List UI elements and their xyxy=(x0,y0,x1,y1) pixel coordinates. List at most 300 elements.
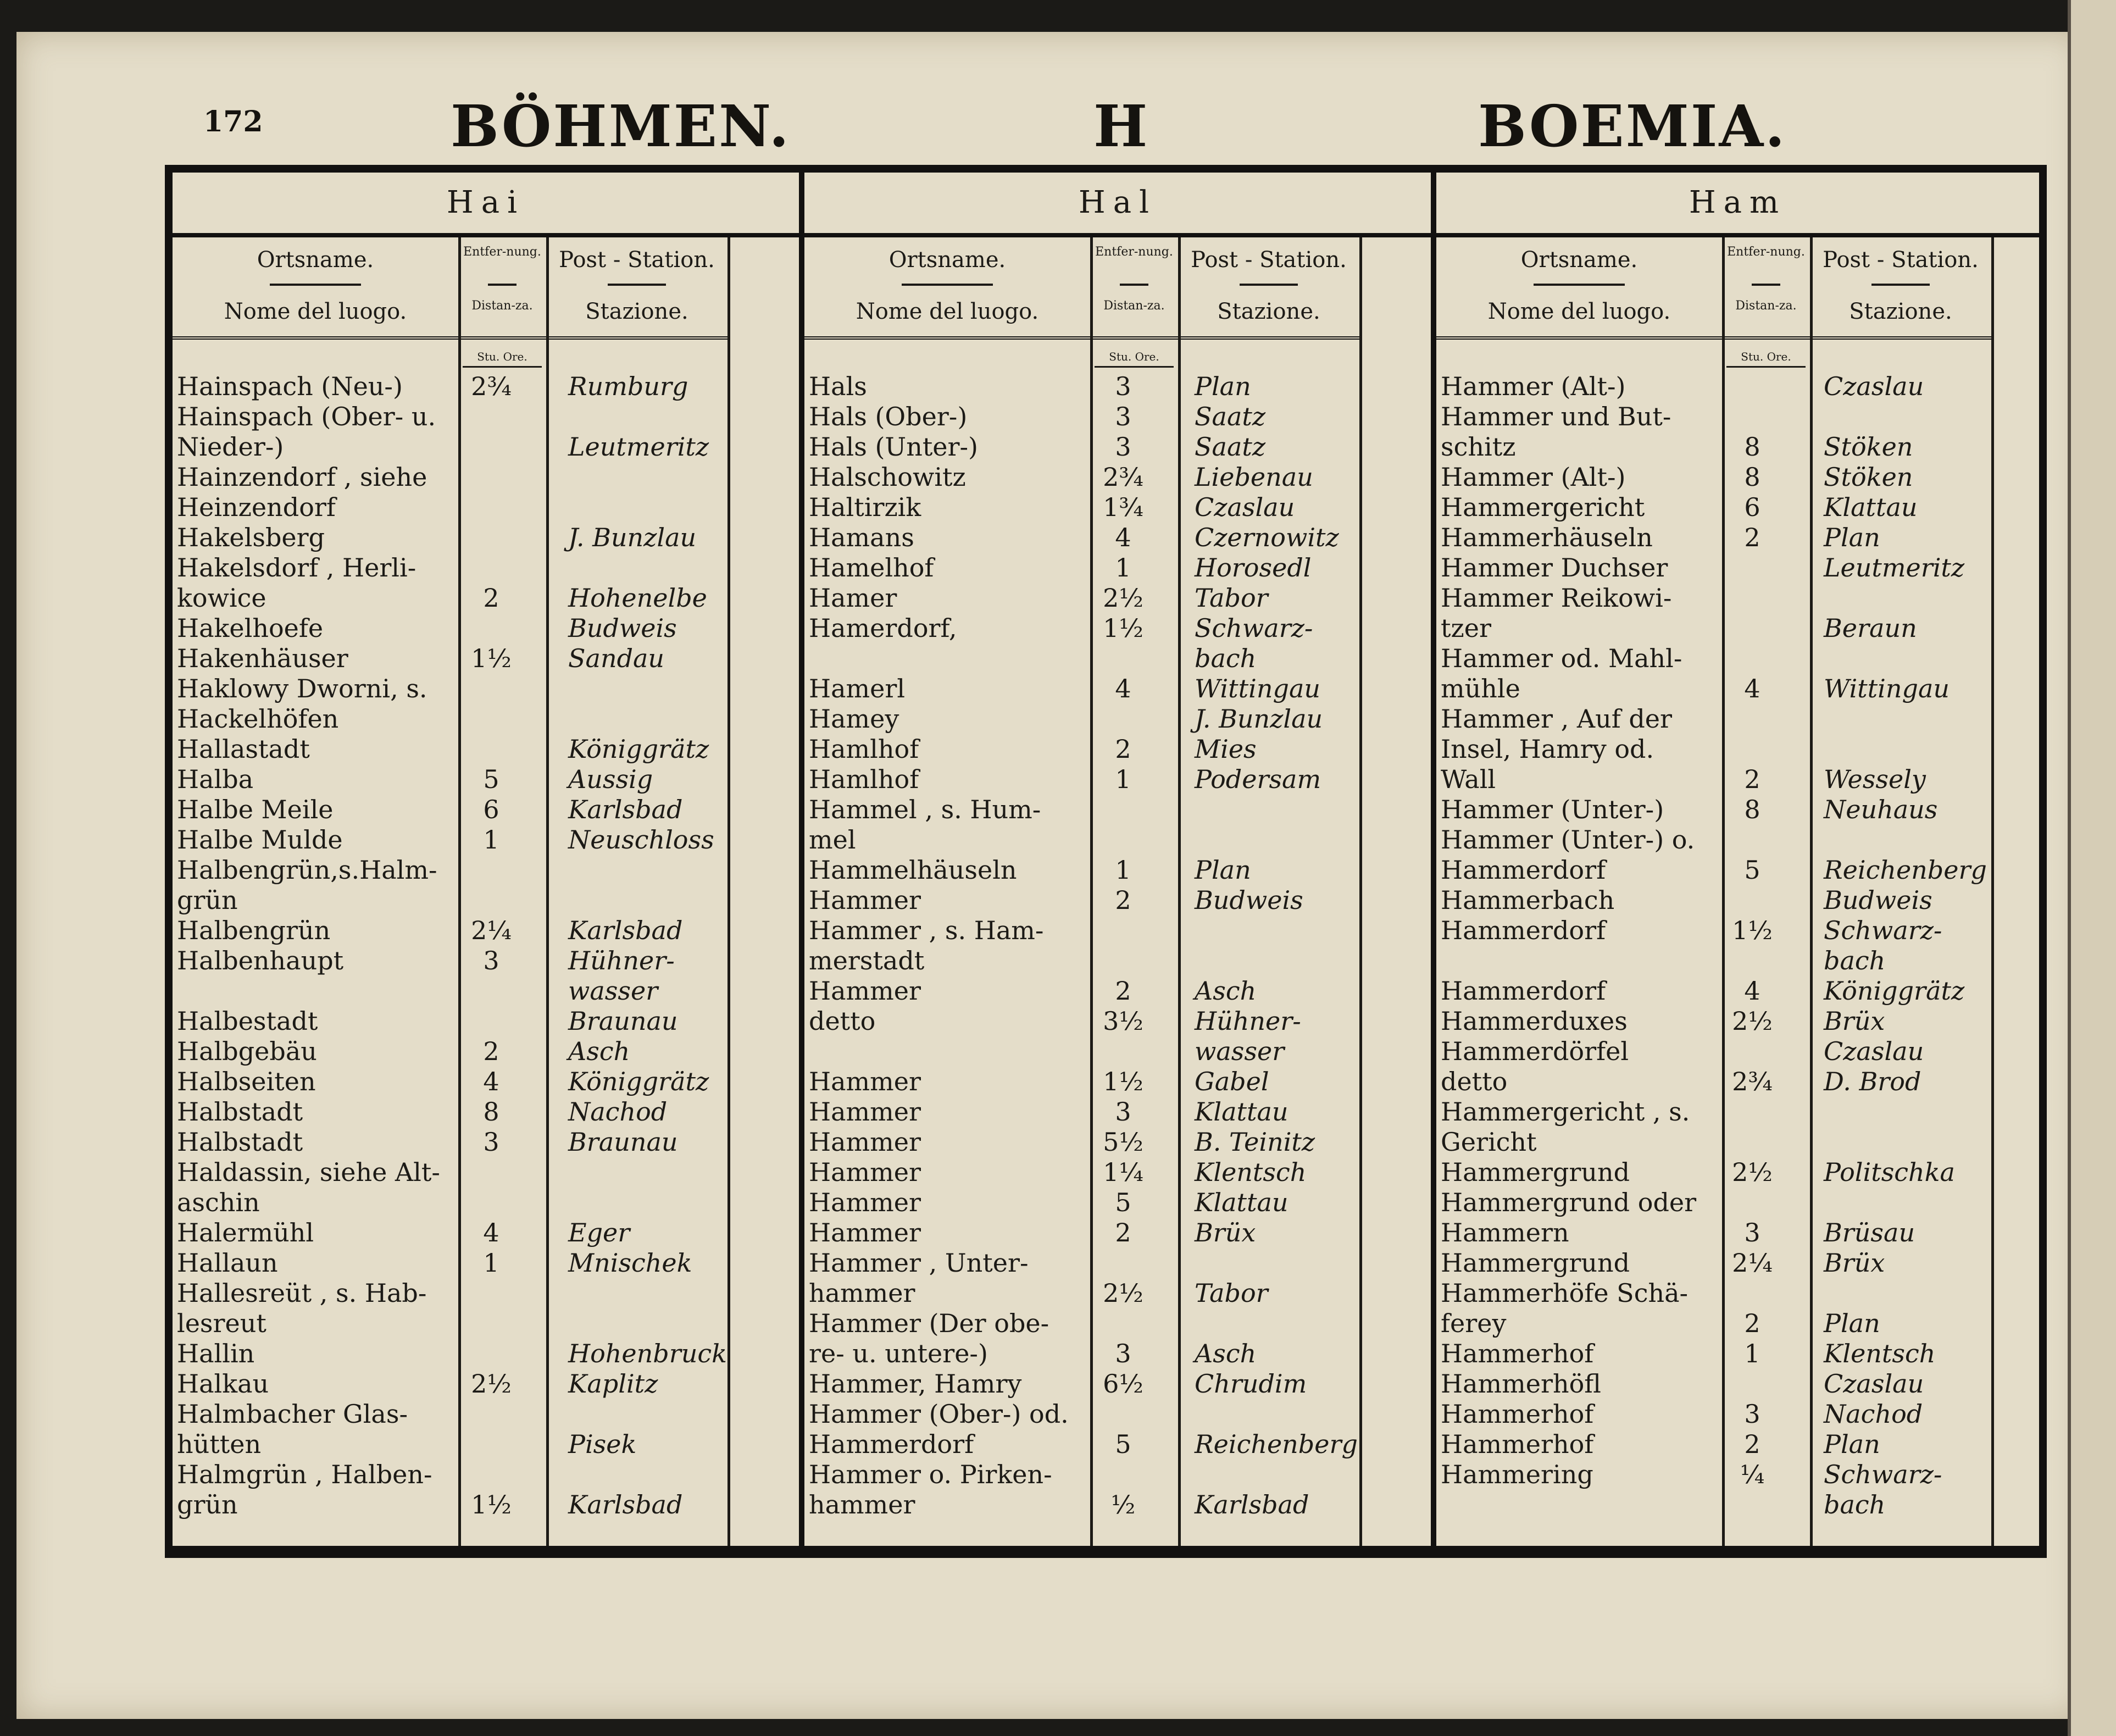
post-station: Budweis xyxy=(1824,885,1932,915)
post-station: Schwarz- xyxy=(1824,1460,1942,1489)
place-name: Hammergrund oder xyxy=(1441,1188,1697,1217)
place-name: Halbe Mulde xyxy=(177,825,343,855)
place-name: Hammer xyxy=(809,976,921,1006)
post-station: Sandau xyxy=(568,644,665,673)
distance-value: 4 xyxy=(1744,674,1760,703)
place-name: Hammerhöfl xyxy=(1441,1369,1601,1399)
post-station: wasser xyxy=(568,976,658,1006)
table-row xyxy=(173,976,799,1006)
place-name: Hainzendorf , siehe xyxy=(177,462,427,492)
place-name: Halschowitz xyxy=(809,462,966,492)
distance-value: 2 xyxy=(1115,734,1131,764)
table-row xyxy=(1436,1157,2039,1188)
place-name: Hammerhäuseln xyxy=(1441,523,1653,552)
place-name: Hammer (Der obe- xyxy=(809,1308,1049,1338)
header-divider xyxy=(1240,284,1298,286)
distance-unit-label: Stu. Ore. xyxy=(1726,347,1806,368)
place-name: Haltirzik xyxy=(809,492,921,522)
table-row xyxy=(804,704,1431,734)
place-name: Hammer und But- xyxy=(1441,402,1671,431)
distance-value: 4 xyxy=(483,1218,499,1247)
place-name: Hammerhof xyxy=(1441,1399,1594,1429)
distance-value: 1 xyxy=(483,1248,499,1278)
place-name: Hammergrund xyxy=(1441,1248,1630,1278)
table-row xyxy=(173,1157,799,1188)
header-german: Entfer-nung. xyxy=(1727,245,1805,259)
block-hai xyxy=(173,173,804,1546)
table-row xyxy=(1436,1460,2039,1490)
title-italian: BOEMIA. xyxy=(1478,92,1787,160)
post-station: Stöken xyxy=(1824,432,1913,462)
table-row xyxy=(804,734,1431,764)
distance-value: 3 xyxy=(483,946,499,975)
post-station: Mnischek xyxy=(568,1248,692,1278)
table-row xyxy=(173,1369,799,1399)
header-divider xyxy=(902,284,993,286)
distance-value: 1½ xyxy=(471,1490,512,1519)
post-station: Plan xyxy=(1824,523,1880,552)
post-station: Klattau xyxy=(1824,492,1918,522)
distance-unit-label: Stu. Ore. xyxy=(1095,347,1174,368)
place-name: Hammer xyxy=(809,1188,921,1217)
place-name: Hammerdorf xyxy=(809,1429,974,1459)
place-name: Hallesreüt , s. Hab- xyxy=(177,1278,427,1308)
place-name: Hammer (Ober-) od. xyxy=(809,1399,1069,1429)
post-station: Plan xyxy=(1824,1308,1880,1338)
place-name: Halbseiten xyxy=(177,1067,316,1096)
distance-value: 1½ xyxy=(1103,1067,1143,1096)
place-name: Hamer xyxy=(809,583,897,613)
table-row xyxy=(173,1308,799,1339)
distance-value: 3 xyxy=(1744,1218,1760,1247)
place-name: Hamerdorf, xyxy=(809,613,957,643)
table-row xyxy=(1436,432,2039,462)
place-name: Halmbacher Glas- xyxy=(177,1399,408,1429)
distance-value: 2½ xyxy=(1732,1006,1773,1036)
place-name: hütten xyxy=(177,1429,262,1459)
post-station: Czaslau xyxy=(1824,1369,1924,1399)
distance-value: 5 xyxy=(1115,1429,1131,1459)
place-name: Hammer , Unter- xyxy=(809,1248,1029,1278)
distance-value: 3 xyxy=(1115,1097,1131,1127)
place-name: aschin xyxy=(177,1188,260,1217)
table-row xyxy=(1436,1218,2039,1248)
table-row xyxy=(173,1490,799,1520)
table-row xyxy=(1436,1248,2039,1278)
post-station: Wittingau xyxy=(1195,674,1320,703)
post-station: Brüsau xyxy=(1824,1218,1915,1247)
place-name: mel xyxy=(809,825,856,855)
distance-value: 3½ xyxy=(1103,1006,1143,1036)
distance-value: 3 xyxy=(1115,402,1131,431)
table-row xyxy=(1436,1188,2039,1218)
table-row xyxy=(804,402,1431,432)
post-station: Pisek xyxy=(568,1429,637,1459)
table-row xyxy=(804,644,1431,674)
distance-value: 1½ xyxy=(1103,613,1143,643)
header-divider xyxy=(488,284,516,286)
table-row xyxy=(173,916,799,946)
distance-value: 4 xyxy=(483,1067,499,1096)
distance-value: 3 xyxy=(483,1127,499,1157)
table-row xyxy=(173,492,799,523)
place-name: Hammer (Alt-) xyxy=(1441,462,1626,492)
post-station: Schwarz- xyxy=(1195,613,1313,643)
place-name: Hakelsdorf , Herli- xyxy=(177,553,416,583)
distance-value: 2 xyxy=(483,583,499,613)
distance-value: 1 xyxy=(1744,1339,1760,1368)
post-station: Schwarz- xyxy=(1824,916,1942,945)
post-station: Saatz xyxy=(1195,432,1266,462)
place-name: mühle xyxy=(1441,674,1520,703)
distance-value: 5 xyxy=(1115,1188,1131,1217)
post-station: Podersam xyxy=(1195,764,1321,794)
distance-value: 1 xyxy=(1115,764,1131,794)
title-german: BÖHMEN. xyxy=(451,92,791,160)
header-italian: Distan-za. xyxy=(471,299,533,313)
header-german: Ortsname. xyxy=(257,247,374,273)
distance-value: 3 xyxy=(1744,1399,1760,1429)
table-row xyxy=(804,1490,1431,1520)
table-row xyxy=(1436,1127,2039,1157)
table-row xyxy=(173,1188,799,1218)
place-name: Hainspach (Ober- u. xyxy=(177,402,436,431)
place-name: Hammerduxes xyxy=(1441,1006,1628,1036)
place-name: Hammerdorf xyxy=(1441,855,1606,885)
table-row xyxy=(173,704,799,734)
distance-value: 2 xyxy=(1115,976,1131,1006)
place-name: schitz xyxy=(1441,432,1516,462)
place-name: Hackelhöfen xyxy=(177,704,339,734)
table-row xyxy=(1436,1278,2039,1308)
place-name: Hammergericht , s. xyxy=(1441,1097,1690,1127)
table-row xyxy=(1436,825,2039,855)
distance-value: 2 xyxy=(1115,885,1131,915)
place-name: grün xyxy=(177,1490,238,1519)
table-row xyxy=(173,613,799,644)
distance-value: 4 xyxy=(1115,674,1131,703)
column-header-station xyxy=(1810,237,1991,340)
post-station: Aussig xyxy=(568,764,653,794)
place-name: Hammergrund xyxy=(1441,1157,1630,1187)
header-italian: Stazione. xyxy=(1849,299,1952,324)
column-header-distance xyxy=(1722,237,1810,340)
place-name: Hammelhäuseln xyxy=(809,855,1017,885)
post-station: Hohenbruck xyxy=(568,1339,727,1368)
header-italian: Nome del luogo. xyxy=(224,299,407,324)
header-german: Post - Station. xyxy=(559,247,715,273)
table-row xyxy=(804,462,1431,492)
header-german: Ortsname. xyxy=(1520,247,1638,273)
post-station: Hohenelbe xyxy=(568,583,707,613)
table-row xyxy=(173,644,799,674)
place-name: grün xyxy=(177,885,238,915)
header-german: Entfer-nung. xyxy=(463,245,541,259)
table-row xyxy=(804,1127,1431,1157)
place-name: Hallin xyxy=(177,1339,255,1368)
table-row xyxy=(173,1339,799,1369)
post-station: Leutmeritz xyxy=(1824,553,1965,583)
place-name: Halkau xyxy=(177,1369,269,1399)
table-row xyxy=(1436,583,2039,613)
header-german: Ortsname. xyxy=(888,247,1006,273)
block-ham xyxy=(1436,173,2039,1546)
table-row xyxy=(1436,1067,2039,1097)
distance-value: 1 xyxy=(1115,553,1131,583)
distance-value: 2¾ xyxy=(1732,1067,1773,1096)
column-header-distance xyxy=(458,237,546,340)
place-name: hammer xyxy=(809,1490,915,1519)
table-row xyxy=(804,674,1431,704)
place-name: Hammerhof xyxy=(1441,1339,1594,1368)
header-german: Entfer-nung. xyxy=(1095,245,1173,259)
post-station: Beraun xyxy=(1824,613,1917,643)
place-name: Hakelsberg xyxy=(177,523,325,552)
distance-value: 3 xyxy=(1115,371,1131,401)
place-name: Halbestadt xyxy=(177,1006,318,1036)
post-station: Brüx xyxy=(1195,1218,1256,1247)
header-italian: Nome del luogo. xyxy=(856,299,1039,324)
table-row xyxy=(1436,1429,2039,1460)
place-name: Hamelhof xyxy=(809,553,934,583)
table-row xyxy=(173,855,799,885)
distance-value: 2 xyxy=(1744,1308,1760,1338)
place-name: Hammerbach xyxy=(1441,885,1615,915)
place-name: Haklowy Dworni, s. xyxy=(177,674,427,703)
post-station: Wessely xyxy=(1824,764,1926,794)
post-station: Karlsbad xyxy=(568,1490,683,1519)
table-row xyxy=(173,946,799,976)
distance-value: 6½ xyxy=(1103,1369,1143,1399)
place-name: Halbgebäu xyxy=(177,1036,317,1066)
post-station: wasser xyxy=(1195,1036,1285,1066)
table-row xyxy=(173,1127,799,1157)
place-name: Hallaun xyxy=(177,1248,278,1278)
table-row xyxy=(173,1399,799,1429)
distance-value: 1¾ xyxy=(1103,492,1143,522)
table-row xyxy=(804,1188,1431,1218)
place-name: Hakelhoefe xyxy=(177,613,324,643)
place-name: Hammer (Unter-) xyxy=(1441,795,1664,824)
distance-value: 8 xyxy=(1744,795,1760,824)
column-header-station xyxy=(546,237,727,340)
place-name: tzer xyxy=(1441,613,1491,643)
header-german: Post - Station. xyxy=(1823,247,1979,273)
place-name: detto xyxy=(1441,1067,1508,1096)
post-station: Chrudim xyxy=(1195,1369,1307,1399)
table-row xyxy=(173,764,799,795)
place-name: Wall xyxy=(1441,764,1496,794)
table-row xyxy=(173,432,799,462)
table-row xyxy=(804,1006,1431,1036)
block-hal xyxy=(804,173,1436,1546)
table-row xyxy=(1436,1490,2039,1520)
place-name: Hammer , s. Ham- xyxy=(809,916,1044,945)
post-station: Brüx xyxy=(1824,1006,1885,1036)
post-station: Plan xyxy=(1824,1429,1880,1459)
post-station: Liebenau xyxy=(1195,462,1313,492)
table-row xyxy=(173,402,799,432)
post-station: Stöken xyxy=(1824,462,1913,492)
place-name: Hammerdorf xyxy=(1441,916,1606,945)
place-name: Hammern xyxy=(1441,1218,1569,1247)
table-row xyxy=(1436,885,2039,916)
place-name: hammer xyxy=(809,1278,915,1308)
distance-value: 3 xyxy=(1115,1339,1131,1368)
post-station: Klentsch xyxy=(1195,1157,1307,1187)
post-station: J. Bunzlau xyxy=(1195,704,1323,734)
place-name: Hamans xyxy=(809,523,914,552)
distance-value: 5 xyxy=(483,764,499,794)
gazetteer-table xyxy=(165,165,2047,1558)
table-row xyxy=(1436,553,2039,583)
table-row xyxy=(1436,1369,2039,1399)
table-row xyxy=(1436,674,2039,704)
table-row xyxy=(804,1429,1431,1460)
table-row xyxy=(1436,764,2039,795)
table-row xyxy=(804,764,1431,795)
table-row xyxy=(804,795,1431,825)
place-name: Haldassin, siehe Alt- xyxy=(177,1157,440,1187)
post-station: Tabor xyxy=(1195,1278,1268,1308)
post-station: Gabel xyxy=(1195,1067,1269,1096)
distance-value: 2¾ xyxy=(1103,462,1143,492)
post-station: Kaplitz xyxy=(568,1369,658,1399)
distance-value: 2 xyxy=(1115,1218,1131,1247)
table-row xyxy=(804,1157,1431,1188)
place-name: Hammerdörfel xyxy=(1441,1036,1629,1066)
distance-value: 6 xyxy=(1744,492,1760,522)
table-row xyxy=(1436,855,2039,885)
place-name: Hamlhof xyxy=(809,764,919,794)
place-name: Hammer , Auf der xyxy=(1441,704,1673,734)
table-row xyxy=(804,492,1431,523)
table-row xyxy=(1436,1308,2039,1339)
post-station: Plan xyxy=(1195,855,1251,885)
post-station: Reichenberg xyxy=(1195,1429,1358,1459)
place-name: Hammerhof xyxy=(1441,1429,1594,1459)
column-header-station xyxy=(1178,237,1359,340)
distance-value: 2 xyxy=(483,1036,499,1066)
table-row xyxy=(804,825,1431,855)
place-name: Insel, Hamry od. xyxy=(1441,734,1654,764)
table-row xyxy=(173,825,799,855)
place-name: Halbstadt xyxy=(177,1127,303,1157)
post-station: Rumburg xyxy=(568,371,688,401)
table-row xyxy=(804,1369,1431,1399)
place-name: Hammer xyxy=(809,1127,921,1157)
place-name: Hakenhäuser xyxy=(177,644,348,673)
place-name: Halermühl xyxy=(177,1218,314,1247)
table-row xyxy=(1436,704,2039,734)
post-station: Asch xyxy=(1195,976,1257,1006)
distance-value: 2½ xyxy=(471,1369,512,1399)
table-row xyxy=(804,553,1431,583)
place-name: Hammer o. Pirken- xyxy=(809,1460,1052,1489)
table-row xyxy=(804,371,1431,402)
post-station: Czaslau xyxy=(1824,371,1924,401)
table-row xyxy=(804,523,1431,553)
header-italian: Nome del luogo. xyxy=(1487,299,1671,324)
place-name: Hamlhof xyxy=(809,734,919,764)
distance-value: 2½ xyxy=(1103,583,1143,613)
post-station: Czaslau xyxy=(1195,492,1295,522)
place-name: Hammer xyxy=(809,1067,921,1096)
post-station: Asch xyxy=(1195,1339,1257,1368)
block-heading: Hal xyxy=(804,173,1431,237)
table-row xyxy=(173,1218,799,1248)
place-name: Hainspach (Neu-) xyxy=(177,371,403,401)
table-row xyxy=(804,1097,1431,1127)
place-name: Hammer xyxy=(809,1218,921,1247)
distance-value: 4 xyxy=(1115,523,1131,552)
place-name: Hammer xyxy=(809,1157,921,1187)
header-divider xyxy=(608,284,666,286)
page-number: 172 xyxy=(203,105,263,138)
table-row xyxy=(804,1218,1431,1248)
post-station: Wittingau xyxy=(1824,674,1950,703)
post-station: Saatz xyxy=(1195,402,1266,431)
post-station: Tabor xyxy=(1195,583,1268,613)
place-name: Heinzendorf xyxy=(177,492,336,522)
table-row xyxy=(804,976,1431,1006)
distance-value: 1 xyxy=(1115,855,1131,885)
place-name: Halbe Meile xyxy=(177,795,334,824)
post-station: Mies xyxy=(1195,734,1257,764)
table-row xyxy=(1436,916,2039,946)
table-row xyxy=(804,855,1431,885)
place-name: Hamey xyxy=(809,704,899,734)
distance-value: 2 xyxy=(1744,764,1760,794)
place-name: Hammer (Unter-) o. xyxy=(1441,825,1695,855)
header-italian: Distan-za. xyxy=(1103,299,1165,313)
place-name: Halbenhaupt xyxy=(177,946,344,975)
column-header-distance xyxy=(1090,237,1178,340)
table-row xyxy=(804,946,1431,976)
post-station: bach xyxy=(1824,1490,1886,1519)
column-header-name xyxy=(173,237,458,340)
column-header-name xyxy=(1436,237,1722,340)
distance-value: 2¼ xyxy=(1732,1248,1773,1278)
header-italian: Stazione. xyxy=(585,299,688,324)
post-station: Budweis xyxy=(568,613,677,643)
block-heading: Hai xyxy=(173,173,799,237)
distance-value: 4 xyxy=(1744,976,1760,1006)
place-name: Hammering xyxy=(1441,1460,1593,1489)
table-row xyxy=(1436,1339,2039,1369)
table-row xyxy=(173,1248,799,1278)
table-row xyxy=(173,1429,799,1460)
post-station: Nachod xyxy=(1824,1399,1923,1429)
table-row xyxy=(804,885,1431,916)
distance-value: ¼ xyxy=(1740,1460,1765,1489)
table-row xyxy=(1436,492,2039,523)
post-station: Klentsch xyxy=(1824,1339,1936,1368)
post-station: Klattau xyxy=(1195,1188,1289,1217)
distance-value: ½ xyxy=(1110,1490,1136,1519)
post-station: Horosedl xyxy=(1195,553,1312,583)
table-row xyxy=(1436,523,2039,553)
table-row xyxy=(1436,462,2039,492)
table-row xyxy=(173,371,799,402)
place-name: Hammer Duchser xyxy=(1441,553,1668,583)
place-name: Hammer (Alt-) xyxy=(1441,371,1626,401)
distance-value: 3 xyxy=(1115,432,1131,462)
distance-value: 8 xyxy=(1744,432,1760,462)
table-row xyxy=(804,613,1431,644)
section-letter: H xyxy=(1093,92,1148,160)
header-divider xyxy=(270,284,361,286)
